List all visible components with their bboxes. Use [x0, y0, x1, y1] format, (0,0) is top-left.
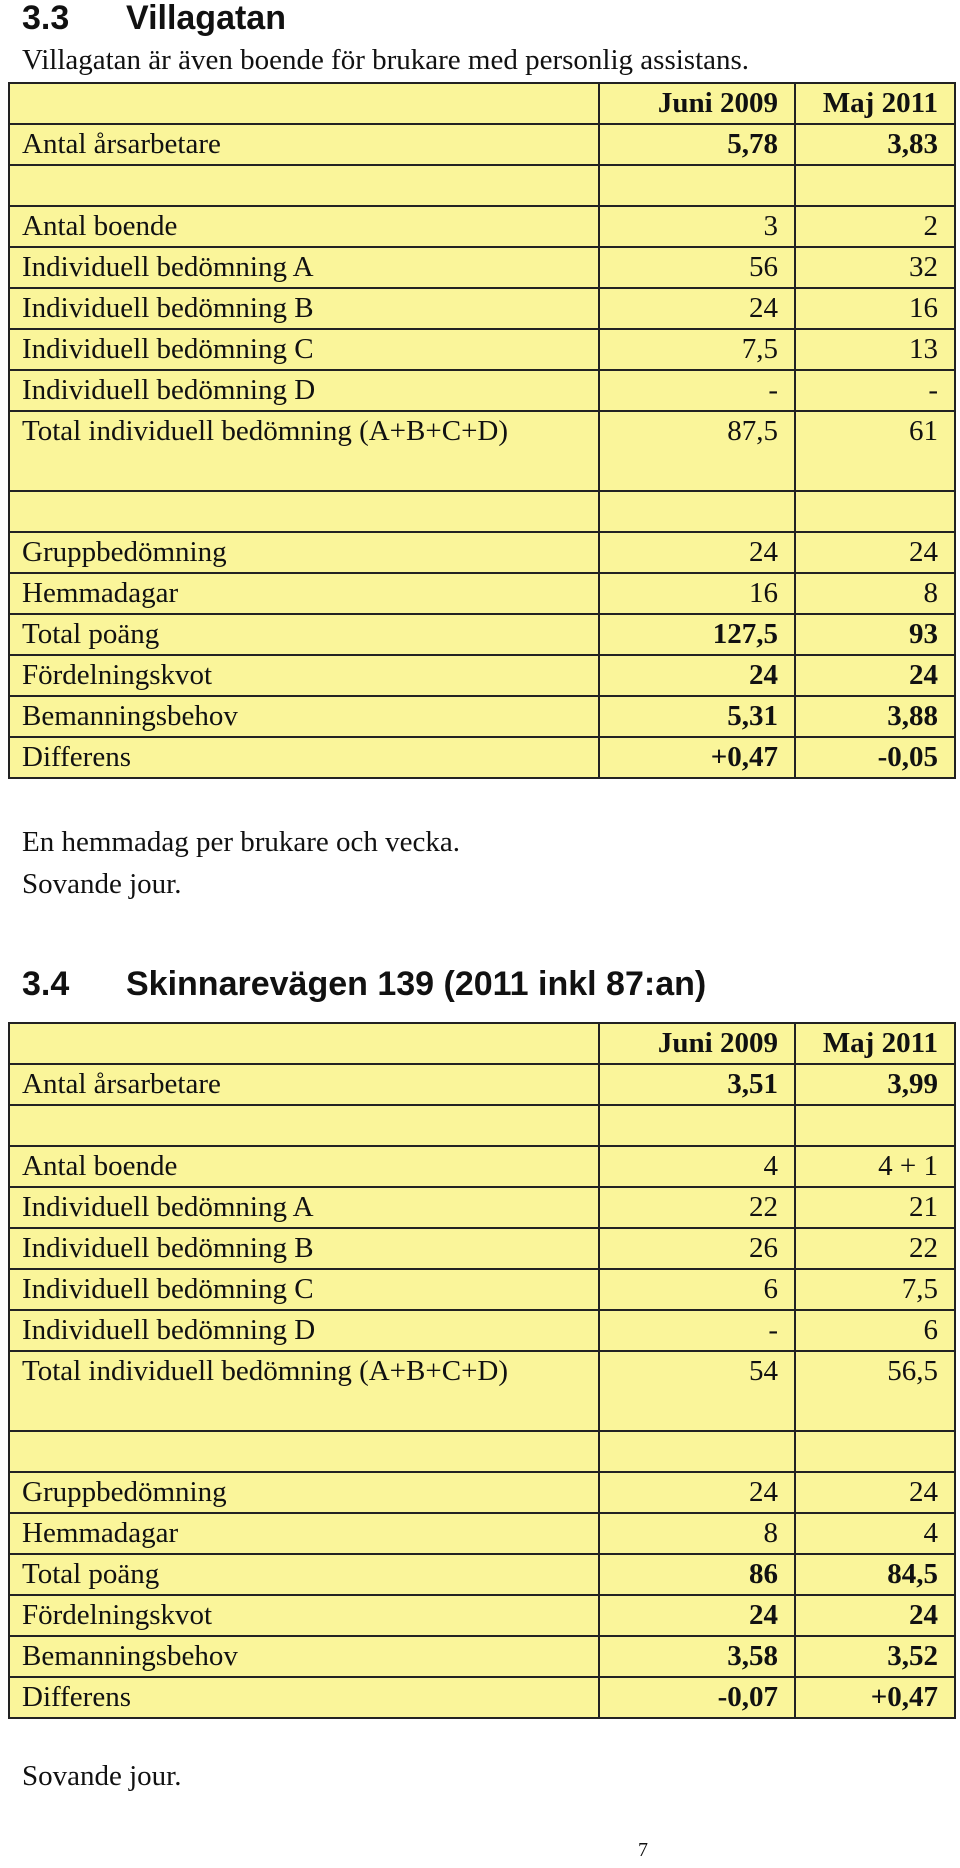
header-empty-cell	[9, 83, 599, 124]
value-maj-2011: 16	[795, 288, 955, 329]
row-label: Bemanningsbehov	[9, 1636, 599, 1677]
row-label: Individuell bedömning D	[9, 370, 599, 411]
row-label: Gruppbedömning	[9, 532, 599, 573]
value-juni-2009: 24	[599, 1472, 795, 1513]
value-juni-2009: 5,31	[599, 696, 795, 737]
value-juni-2009: 24	[599, 288, 795, 329]
value-maj-2011: -	[795, 370, 955, 411]
table-villagatan	[8, 82, 956, 779]
note-sovande-jour: Sovande jour.	[22, 1760, 182, 1792]
value-maj-2011: 3,83	[795, 124, 955, 165]
column-header-juni-2009: Juni 2009	[599, 83, 795, 124]
spacer-row	[9, 165, 955, 206]
row-label: Gruppbedömning	[9, 1472, 599, 1513]
section-title: Skinnarevägen 139 (2011 inkl 87:an)	[126, 965, 707, 1003]
row-label: Differens	[9, 1677, 599, 1718]
value-juni-2009: 87,5	[599, 411, 795, 491]
note-hemmadag: En hemmadag per brukare och vecka.	[22, 826, 461, 858]
table-row	[9, 1228, 955, 1269]
table-row	[9, 1636, 955, 1677]
value-juni-2009: 24	[599, 1595, 795, 1636]
value-maj-2011: 3,88	[795, 696, 955, 737]
table-row	[9, 696, 955, 737]
table-skinnarevagen	[8, 1022, 956, 1719]
value-juni-2009: 6	[599, 1269, 795, 1310]
table-row	[9, 1472, 955, 1513]
row-label: Differens	[9, 737, 599, 778]
value-maj-2011: +0,47	[795, 1677, 955, 1718]
value-juni-2009: 3	[599, 206, 795, 247]
row-label: Individuell bedömning B	[9, 288, 599, 329]
row-label: Total poäng	[9, 1554, 599, 1595]
row-label: Individuell bedömning A	[9, 1187, 599, 1228]
table-row	[9, 1554, 955, 1595]
table-row	[9, 1595, 955, 1636]
row-label: Antal boende	[9, 206, 599, 247]
table-row	[9, 1064, 955, 1105]
value-juni-2009: 22	[599, 1187, 795, 1228]
value-juni-2009: 16	[599, 573, 795, 614]
value-juni-2009: -	[599, 1310, 795, 1351]
table-row	[9, 1146, 955, 1187]
page-number: 7	[638, 1839, 648, 1861]
table-row	[9, 737, 955, 778]
section-heading-villagatan	[22, 0, 286, 36]
table-row	[9, 1677, 955, 1718]
value-maj-2011: 24	[795, 655, 955, 696]
section-heading-skinnarevagen	[22, 966, 706, 1002]
row-label: Total individuell bedömning (A+B+C+D)	[9, 411, 599, 491]
value-juni-2009: 24	[599, 532, 795, 573]
value-juni-2009: 5,78	[599, 124, 795, 165]
table-header-row	[9, 83, 955, 124]
row-label: Antal årsarbetare	[9, 1064, 599, 1105]
table-row	[9, 411, 955, 491]
value-juni-2009: 3,58	[599, 1636, 795, 1677]
table-row	[9, 1351, 955, 1431]
value-juni-2009: 4	[599, 1146, 795, 1187]
table-row	[9, 655, 955, 696]
value-maj-2011: 21	[795, 1187, 955, 1228]
row-label: Individuell bedömning C	[9, 1269, 599, 1310]
row-label: Fördelningskvot	[9, 655, 599, 696]
table-row	[9, 614, 955, 655]
table-row	[9, 124, 955, 165]
value-juni-2009: 8	[599, 1513, 795, 1554]
table-row	[9, 288, 955, 329]
value-maj-2011: 8	[795, 573, 955, 614]
value-maj-2011: 4	[795, 1513, 955, 1554]
table-row	[9, 247, 955, 288]
section-title: Villagatan	[126, 0, 286, 37]
row-label: Antal årsarbetare	[9, 124, 599, 165]
value-juni-2009: 86	[599, 1554, 795, 1595]
value-juni-2009: 7,5	[599, 329, 795, 370]
table-row	[9, 532, 955, 573]
spacer-row	[9, 1431, 955, 1472]
value-juni-2009: 24	[599, 655, 795, 696]
header-empty-cell	[9, 1023, 599, 1064]
table-row	[9, 1187, 955, 1228]
value-maj-2011: 24	[795, 1595, 955, 1636]
value-maj-2011: 22	[795, 1228, 955, 1269]
value-maj-2011: 3,52	[795, 1636, 955, 1677]
value-juni-2009: 56	[599, 247, 795, 288]
row-label: Individuell bedömning D	[9, 1310, 599, 1351]
value-juni-2009: -0,07	[599, 1677, 795, 1718]
value-maj-2011: -0,05	[795, 737, 955, 778]
section-number: 3.4	[22, 965, 70, 1003]
table-row	[9, 1513, 955, 1554]
value-juni-2009: 3,51	[599, 1064, 795, 1105]
value-maj-2011: 84,5	[795, 1554, 955, 1595]
value-juni-2009: 127,5	[599, 614, 795, 655]
section-intro: Villagatan är även boende för brukare med personlig assistans.	[22, 44, 750, 76]
table-row	[9, 1310, 955, 1351]
row-label: Hemmadagar	[9, 573, 599, 614]
value-maj-2011: 32	[795, 247, 955, 288]
row-label: Individuell bedömning C	[9, 329, 599, 370]
row-label: Total poäng	[9, 614, 599, 655]
value-maj-2011: 61	[795, 411, 955, 491]
column-header-maj-2011: Maj 2011	[795, 1023, 955, 1064]
value-maj-2011: 13	[795, 329, 955, 370]
row-label: Hemmadagar	[9, 1513, 599, 1554]
value-maj-2011: 93	[795, 614, 955, 655]
value-maj-2011: 24	[795, 1472, 955, 1513]
value-juni-2009: 26	[599, 1228, 795, 1269]
value-maj-2011: 2	[795, 206, 955, 247]
value-maj-2011: 56,5	[795, 1351, 955, 1431]
section-number: 3.3	[22, 0, 70, 37]
row-label: Antal boende	[9, 1146, 599, 1187]
row-label: Total individuell bedömning (A+B+C+D)	[9, 1351, 599, 1431]
value-juni-2009: -	[599, 370, 795, 411]
spacer-row	[9, 1105, 955, 1146]
table-row	[9, 370, 955, 411]
row-label: Individuell bedömning A	[9, 247, 599, 288]
table-row	[9, 573, 955, 614]
value-maj-2011: 24	[795, 532, 955, 573]
row-label: Fördelningskvot	[9, 1595, 599, 1636]
table-row	[9, 206, 955, 247]
row-label: Individuell bedömning B	[9, 1228, 599, 1269]
column-header-maj-2011: Maj 2011	[795, 83, 955, 124]
note-sovande-jour: Sovande jour.	[22, 868, 182, 900]
value-maj-2011: 3,99	[795, 1064, 955, 1105]
column-header-juni-2009: Juni 2009	[599, 1023, 795, 1064]
value-maj-2011: 7,5	[795, 1269, 955, 1310]
table-row	[9, 329, 955, 370]
value-maj-2011: 6	[795, 1310, 955, 1351]
value-maj-2011: 4 + 1	[795, 1146, 955, 1187]
table-header-row	[9, 1023, 955, 1064]
value-juni-2009: 54	[599, 1351, 795, 1431]
value-juni-2009: +0,47	[599, 737, 795, 778]
table-row	[9, 1269, 955, 1310]
spacer-row	[9, 491, 955, 532]
row-label: Bemanningsbehov	[9, 696, 599, 737]
